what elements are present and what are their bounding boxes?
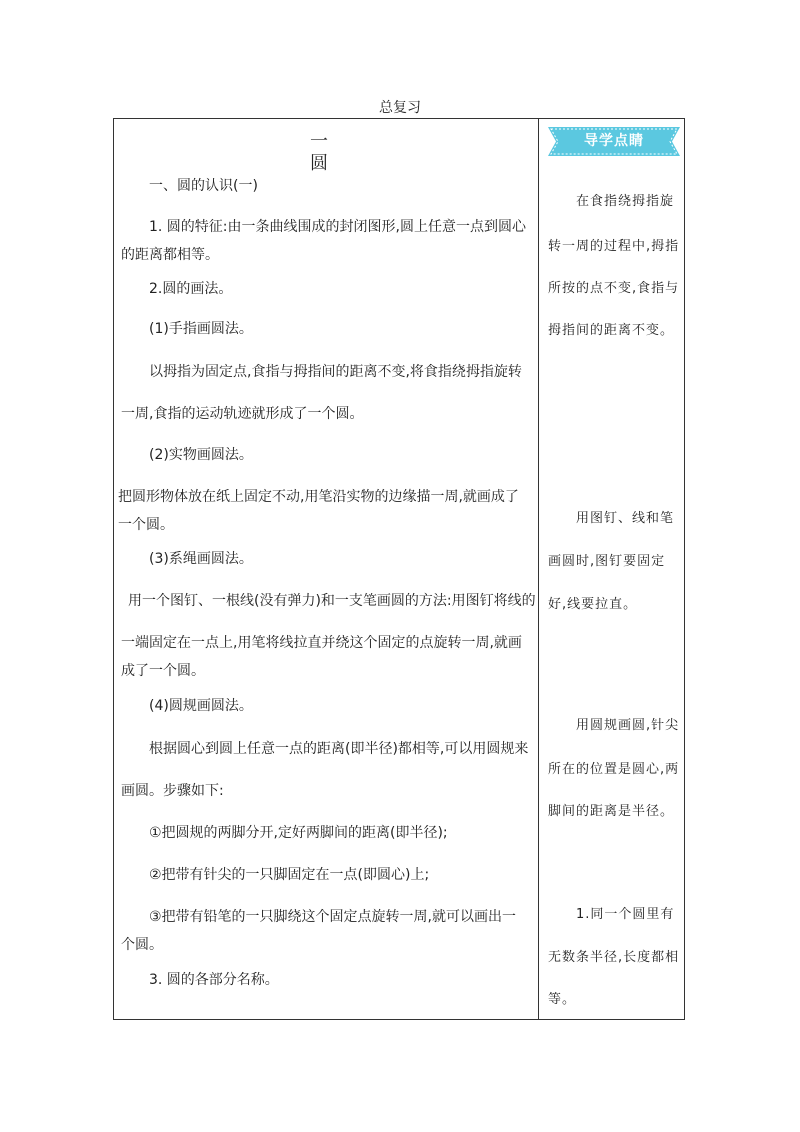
text-line: 1. 圆的特征:由一条曲线围成的封闭图形,圆上任意一点到圆心	[149, 219, 526, 235]
text-line: (1)手指画圆法。	[149, 321, 253, 337]
text-line: 用一个图钉、一根线(没有弹力)和一支笔画圆的方法:用图钉将线的	[128, 593, 536, 609]
side-note-line: 拇指间的距离不变。	[548, 323, 675, 338]
text-line: (3)系绳画圆法。	[149, 551, 253, 567]
side-note-line: 脚间的距离是半径。	[548, 804, 675, 819]
side-note-line: 等。	[548, 992, 577, 1007]
side-note-line: 无数条半径,长度都相	[548, 950, 680, 965]
badge-label: 导学点睛	[584, 133, 644, 149]
side-note-line: 用图钉、线和笔	[576, 511, 675, 526]
text-line: 的距离都相等。	[121, 247, 219, 263]
text-line: 个圆。	[121, 937, 163, 953]
text-line: 把圆形物体放在纸上固定不动,用笔沿实物的边缘描一周,就画成了	[118, 489, 519, 505]
side-note-line: 1.同一个圆里有	[576, 907, 675, 922]
text-line: 一端固定在一点上,用笔将线拉直并绕这个固定的点旋转一周,就画	[121, 635, 522, 651]
text-line: 3. 圆的各部分名称。	[149, 972, 279, 988]
text-line: ②把带有针尖的一只脚固定在一点(即圆心)上;	[149, 867, 430, 883]
text-line: 以拇指为固定点,食指与拇指间的距离不变,将食指绕拇指旋转	[149, 364, 522, 380]
side-note-line: 所在的位置是圆心,两	[548, 762, 680, 777]
side-note-line: 在食指绕拇指旋	[576, 194, 675, 209]
text-line: 一个圆。	[118, 517, 174, 533]
chapter-title: 一 圆	[310, 131, 382, 174]
text-line: ①把圆规的两脚分开,定好两脚间的距离(即半径);	[149, 825, 448, 841]
side-note-line: 转一周的过程中,拇指	[548, 239, 680, 254]
section-title: 总复习	[379, 100, 421, 116]
heading-circle-recognition: 一、圆的认识(一)	[149, 178, 258, 194]
guide-badge	[548, 127, 680, 156]
side-note-line: 好,线要拉直。	[548, 597, 638, 612]
text-line: (2)实物画圆法。	[149, 447, 253, 463]
text-line: 画圆。步骤如下:	[121, 783, 224, 799]
column-divider	[538, 118, 539, 1020]
text-line: 一周,食指的运动轨迹就形成了一个圆。	[121, 406, 364, 422]
text-line: 成了一个圆。	[121, 663, 205, 679]
side-note-line: 所按的点不变,食指与	[548, 281, 680, 296]
text-line: 2.圆的画法。	[149, 281, 233, 297]
side-note-line: 画圆时,图钉要固定	[548, 554, 666, 569]
text-line: 根据圆心到圆上任意一点的距离(即半径)都相等,可以用圆规来	[149, 741, 529, 757]
text-line: ③把带有铅笔的一只脚绕这个固定点旋转一周,就可以画出一	[149, 909, 516, 925]
side-note-line: 用圆规画圆,针尖	[576, 718, 680, 733]
text-line: (4)圆规画圆法。	[149, 698, 253, 714]
